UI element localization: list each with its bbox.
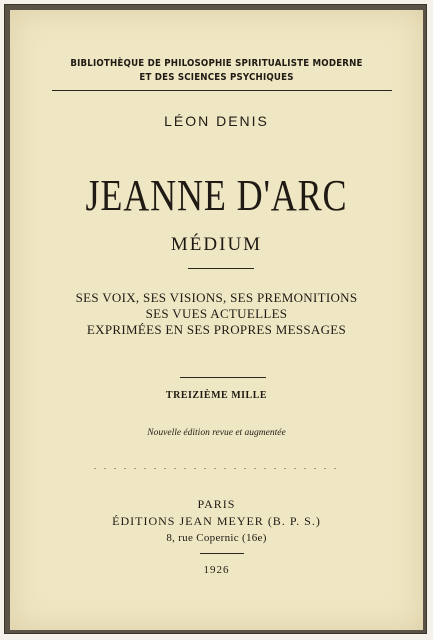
printing-number: TREIZIÈME MILLE	[165, 390, 268, 401]
publisher-city: PARIS	[197, 497, 236, 511]
dotted-ornament: . . . . . . . . . . . . . . . . . . . . . . . . .	[94, 462, 339, 471]
edition-note: Nouvelle édition revue et augmentée	[147, 428, 286, 438]
title-page	[10, 10, 423, 630]
printing-rule	[180, 377, 266, 378]
subtitle-rule	[188, 268, 254, 269]
book-subtitle: MÉDIUM	[170, 234, 263, 255]
publication-year: 1926	[203, 564, 230, 576]
book-title: JEANNE D'ARC	[85, 171, 348, 220]
author-name: LÉON DENIS	[164, 113, 269, 129]
description-line-2: SES VUES ACTUELLES	[145, 306, 288, 321]
description-line-3: EXPRIMÉES EN SES PROPRES MESSAGES	[86, 322, 347, 337]
description-line-1: SES VOIX, SES VISIONS, SES PREMONITIONS	[75, 290, 358, 305]
publisher-address: 8, rue Copernic (16e)	[166, 532, 267, 544]
series-line-2: ET DES SCIENCES PSYCHIQUES	[139, 72, 294, 83]
series-rule	[52, 90, 392, 91]
series-line-1: BIBLIOTHÈQUE DE PHILOSOPHIE SPIRITUALISTE MODERNE	[70, 58, 363, 69]
year-rule	[200, 553, 244, 554]
publisher-name: ÉDITIONS JEAN MEYER (B. P. S.)	[112, 514, 321, 528]
